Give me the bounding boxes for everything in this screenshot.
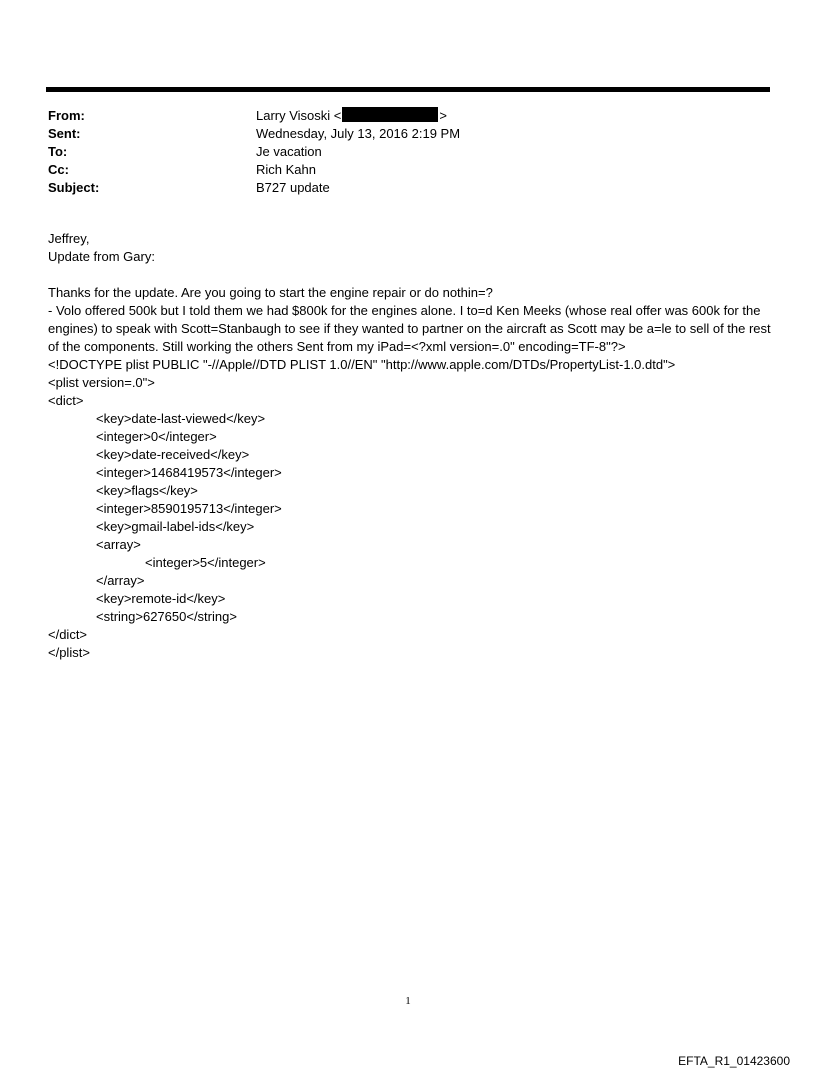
message-paragraph: Thanks for the update. Are you going to start the engine repair or do nothin=? - Volo offered 500k but I told them we had $800k for the engines alone. I to=d Ken Meeks (whose real offer was 600k for the engines) to speak with Scott=Stanbaugh to see if they wanted to partner on the aircraft as Scott may be a=le to sell of the rest of the components. Still working the others Sent from my iPad=<?xml version=.0" encoding=TF-8"?> bbox=[48, 285, 771, 354]
plist-line: <key>gmail-label-ids</key> bbox=[96, 519, 255, 534]
plist-line: </dict> bbox=[48, 627, 88, 642]
from-label: From: bbox=[48, 108, 85, 123]
to-value: Je vacation bbox=[256, 144, 322, 159]
plist-line: </array> bbox=[96, 573, 145, 588]
sent-value: Wednesday, July 13, 2016 2:19 PM bbox=[256, 126, 461, 141]
document-id: EFTA_R1_01423600 bbox=[678, 1054, 790, 1068]
cc-value: Rich Kahn bbox=[256, 162, 316, 177]
plist-line: <integer>1468419573</integer> bbox=[96, 465, 282, 480]
plist-line: <key>date-received</key> bbox=[96, 447, 250, 462]
plist-code-block bbox=[48, 356, 773, 662]
plist-line: <dict> bbox=[48, 393, 84, 408]
intro-line: Update from Gary: bbox=[48, 249, 155, 264]
plist-line: <plist version=.0"> bbox=[48, 375, 155, 390]
sent-row bbox=[48, 125, 768, 143]
cc-row bbox=[48, 161, 768, 179]
plist-line: <key>flags</key> bbox=[96, 483, 198, 498]
plist-line: <key>date-last-viewed</key> bbox=[96, 411, 266, 426]
redaction-box bbox=[342, 107, 438, 122]
to-label: To: bbox=[48, 144, 68, 159]
to-row bbox=[48, 143, 768, 161]
plist-line: <integer>5</integer> bbox=[145, 555, 266, 570]
plist-line: </plist> bbox=[48, 645, 90, 660]
email-header bbox=[48, 107, 768, 197]
from-name: Larry Visoski < bbox=[256, 108, 342, 123]
from-row bbox=[48, 107, 768, 125]
page-number: 1 bbox=[405, 995, 411, 1007]
greeting: Jeffrey, bbox=[48, 231, 90, 246]
email-body bbox=[48, 230, 773, 662]
cc-label: Cc: bbox=[48, 162, 69, 177]
from-email-close: > bbox=[439, 108, 447, 123]
plist-line: <integer>0</integer> bbox=[96, 429, 217, 444]
plist-line: <key>remote-id</key> bbox=[96, 591, 226, 606]
header-rule bbox=[46, 87, 770, 92]
plist-line: <!DOCTYPE plist PUBLIC "-//Apple//DTD PLIST 1.0//EN" "http://www.apple.com/DTDs/PropertyList-1.0.dtd"> bbox=[48, 357, 676, 372]
subject-value: B727 update bbox=[256, 180, 330, 195]
plist-line: <array> bbox=[96, 537, 141, 552]
from-value bbox=[256, 107, 768, 125]
sent-label: Sent: bbox=[48, 126, 81, 141]
plist-line: <integer>8590195713</integer> bbox=[96, 501, 282, 516]
plist-line: <string>627650</string> bbox=[96, 609, 237, 624]
subject-row bbox=[48, 179, 768, 197]
subject-label: Subject: bbox=[48, 180, 100, 195]
